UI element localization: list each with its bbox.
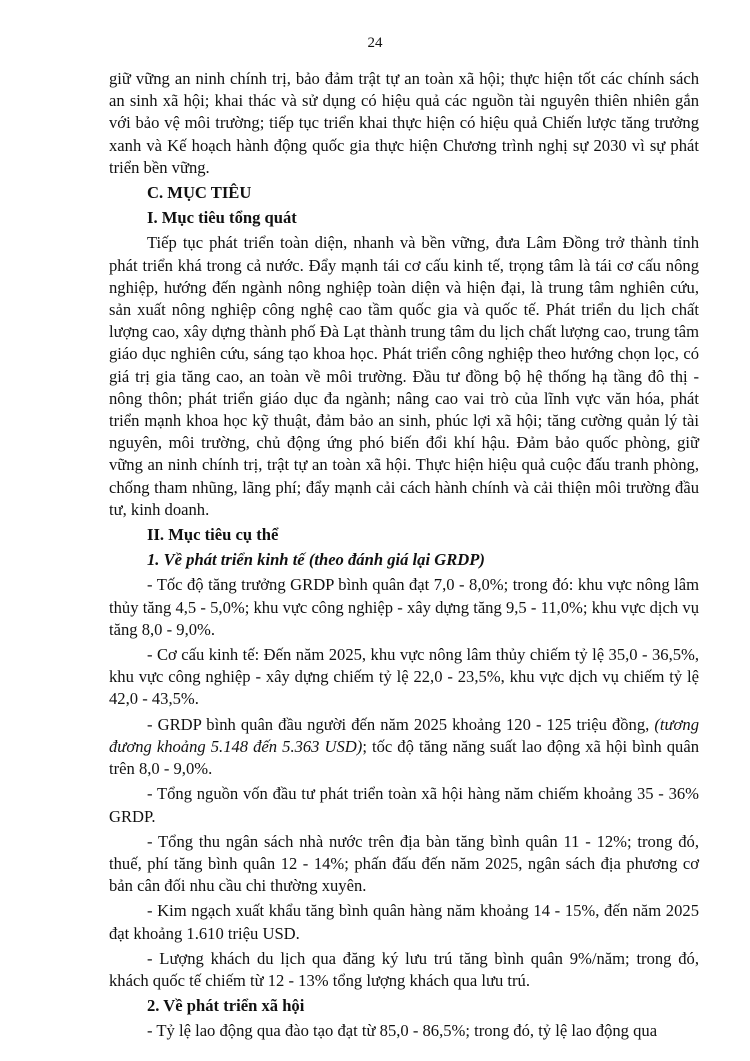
section-heading-c: C. MỤC TIÊU [147, 183, 252, 203]
economic-item-budget: - Tổng thu ngân sách nhà nước trên địa bàn tăng bình quân 11 - 12%; trong đó, thuế, phí tăng bình quân 12 - 14%; phấn đấu đến năm 2025, ngân sách địa phương cơ bản cân đối nhu cầu chi thường xuyên. [109, 831, 699, 896]
section-heading-general-goal: I. Mục tiêu tổng quát [147, 208, 297, 228]
economic-item-growth: - Tốc độ tăng trưởng GRDP bình quân đạt 7,0 - 8,0%; trong đó: khu vực nông lâm thủy tăng 4,5 - 5,0%; khu vực công nghiệp - xây dựng tăng 9,5 - 11,0%; khu vực dịch vụ tăng 8,0 - 9,0%. [109, 575, 699, 639]
grdp-text-usd: (tương đương khoảng 5.148 đến 5.363 USD) [109, 714, 699, 756]
subheading-economic-title: 1. Về phát triển kinh tế [147, 550, 305, 570]
grdp-text-c: ; tốc độ tăng năng suất lao động xã hội bình quân trên 8,0 - 9,0%. [109, 736, 700, 779]
economic-item-grdp-per-capita [109, 714, 699, 781]
intro-paragraph: giữ vững an ninh chính trị, bảo đảm trật tự an toàn xã hội; thực hiện tốt các chính sách an sinh xã hội; khai thác và sử dụng có hiệu quả các nguồn tài nguyên thiên nhiên gắn với bảo vệ môi trường; tiếp tục triển khai thực hiện có hiệu quả Chiến lược tăng trưởng xanh và Kế hoạch hành động quốc gia thực hiện Chương trình nghị sự 2030 vì sự phát triển bền vững. [109, 69, 699, 177]
social-item-labor: - Tỷ lệ lao động qua đào tạo đạt từ 85,0 - 86,5%; trong đó, tỷ lệ lao động qua [147, 1021, 658, 1041]
subheading-economic-note: (theo đánh giá lại GRDP) [308, 550, 485, 570]
economic-item-structure: - Cơ cấu kinh tế: Đến năm 2025, khu vực nông lâm thủy chiếm tỷ lệ 35,0 - 36,5%, khu vực công nghiệp - xây dựng chiếm tỷ lệ 22,0 - 23,5%, khu vực dịch vụ chiếm tỷ lệ 42,0 - 43,5%. [109, 645, 699, 709]
page-number: 24 [367, 35, 383, 51]
subheading-social-development: 2. Về phát triển xã hội [147, 996, 305, 1016]
page-body [109, 68, 699, 1046]
economic-item-exports: - Kim ngạch xuất khẩu tăng bình quân hàng năm khoảng 14 - 15%, đến năm 2025 đạt khoảng 1.610 triệu USD. [109, 901, 699, 943]
economic-item-investment: - Tổng nguồn vốn đầu tư phát triển toàn xã hội hàng năm chiếm khoảng 35 - 36% GRDP. [109, 784, 699, 826]
economic-item-tourism: - Lượng khách du lịch qua đăng ký lưu trú tăng bình quân 9%/năm; trong đó, khách quốc tế chiếm từ 12 - 13% tổng lượng khách qua lưu trú. [109, 948, 699, 990]
general-goal-paragraph: Tiếp tục phát triển toàn diện, nhanh và bền vững, đưa Lâm Đồng trở thành tỉnh phát triển khá trong cả nước. Đẩy mạnh tái cơ cấu kinh tế, trọng tâm là tái cơ cấu nông nghiệp, hướng đến ngành nông nghiệp toàn diện và hiện đại, là trung tâm nghiên cứu, sản xuất nông nghiệp công nghệ cao tầm quốc gia và quốc tế. Phát triển du lịch chất lượng cao, xây dựng thành phố Đà Lạt thành trung tâm du lịch chất lượng cao, trung tâm giáo dục nghiên cứu, sáng tạo khoa học. Phát triển công nghiệp theo hướng chọn lọc, có giá trị gia tăng cao, an toàn về môi trường. Đầu tư đồng bộ hệ thống hạ tầng đô thị - nông thôn; phát triển giáo dục đa ngành; nâng cao vai trò của lĩnh vực văn hóa, phát triển mạnh khoa học kỹ thuật, đảm bảo an sinh, phúc lợi xã hội; tăng cường quản lý tài nguyên, môi trường, chủ động ứng phó biến đổi khí hậu. Đảm bảo quốc phòng, giữ vững an ninh chính trị, trật tự an toàn xã hội. Thực hiện hiệu quả cuộc đấu tranh phòng, chống tham nhũng, lãng phí; đẩy mạnh cải cách hành chính và cải thiện môi trường đầu tư, kinh doanh. [109, 233, 699, 519]
grdp-text-a: - GRDP bình quân đầu người đến năm 2025 khoảng 120 - 125 triệu đồng, [147, 714, 655, 734]
subheading-economic-development [109, 549, 699, 571]
section-heading-specific-goals: II. Mục tiêu cụ thể [147, 525, 279, 545]
